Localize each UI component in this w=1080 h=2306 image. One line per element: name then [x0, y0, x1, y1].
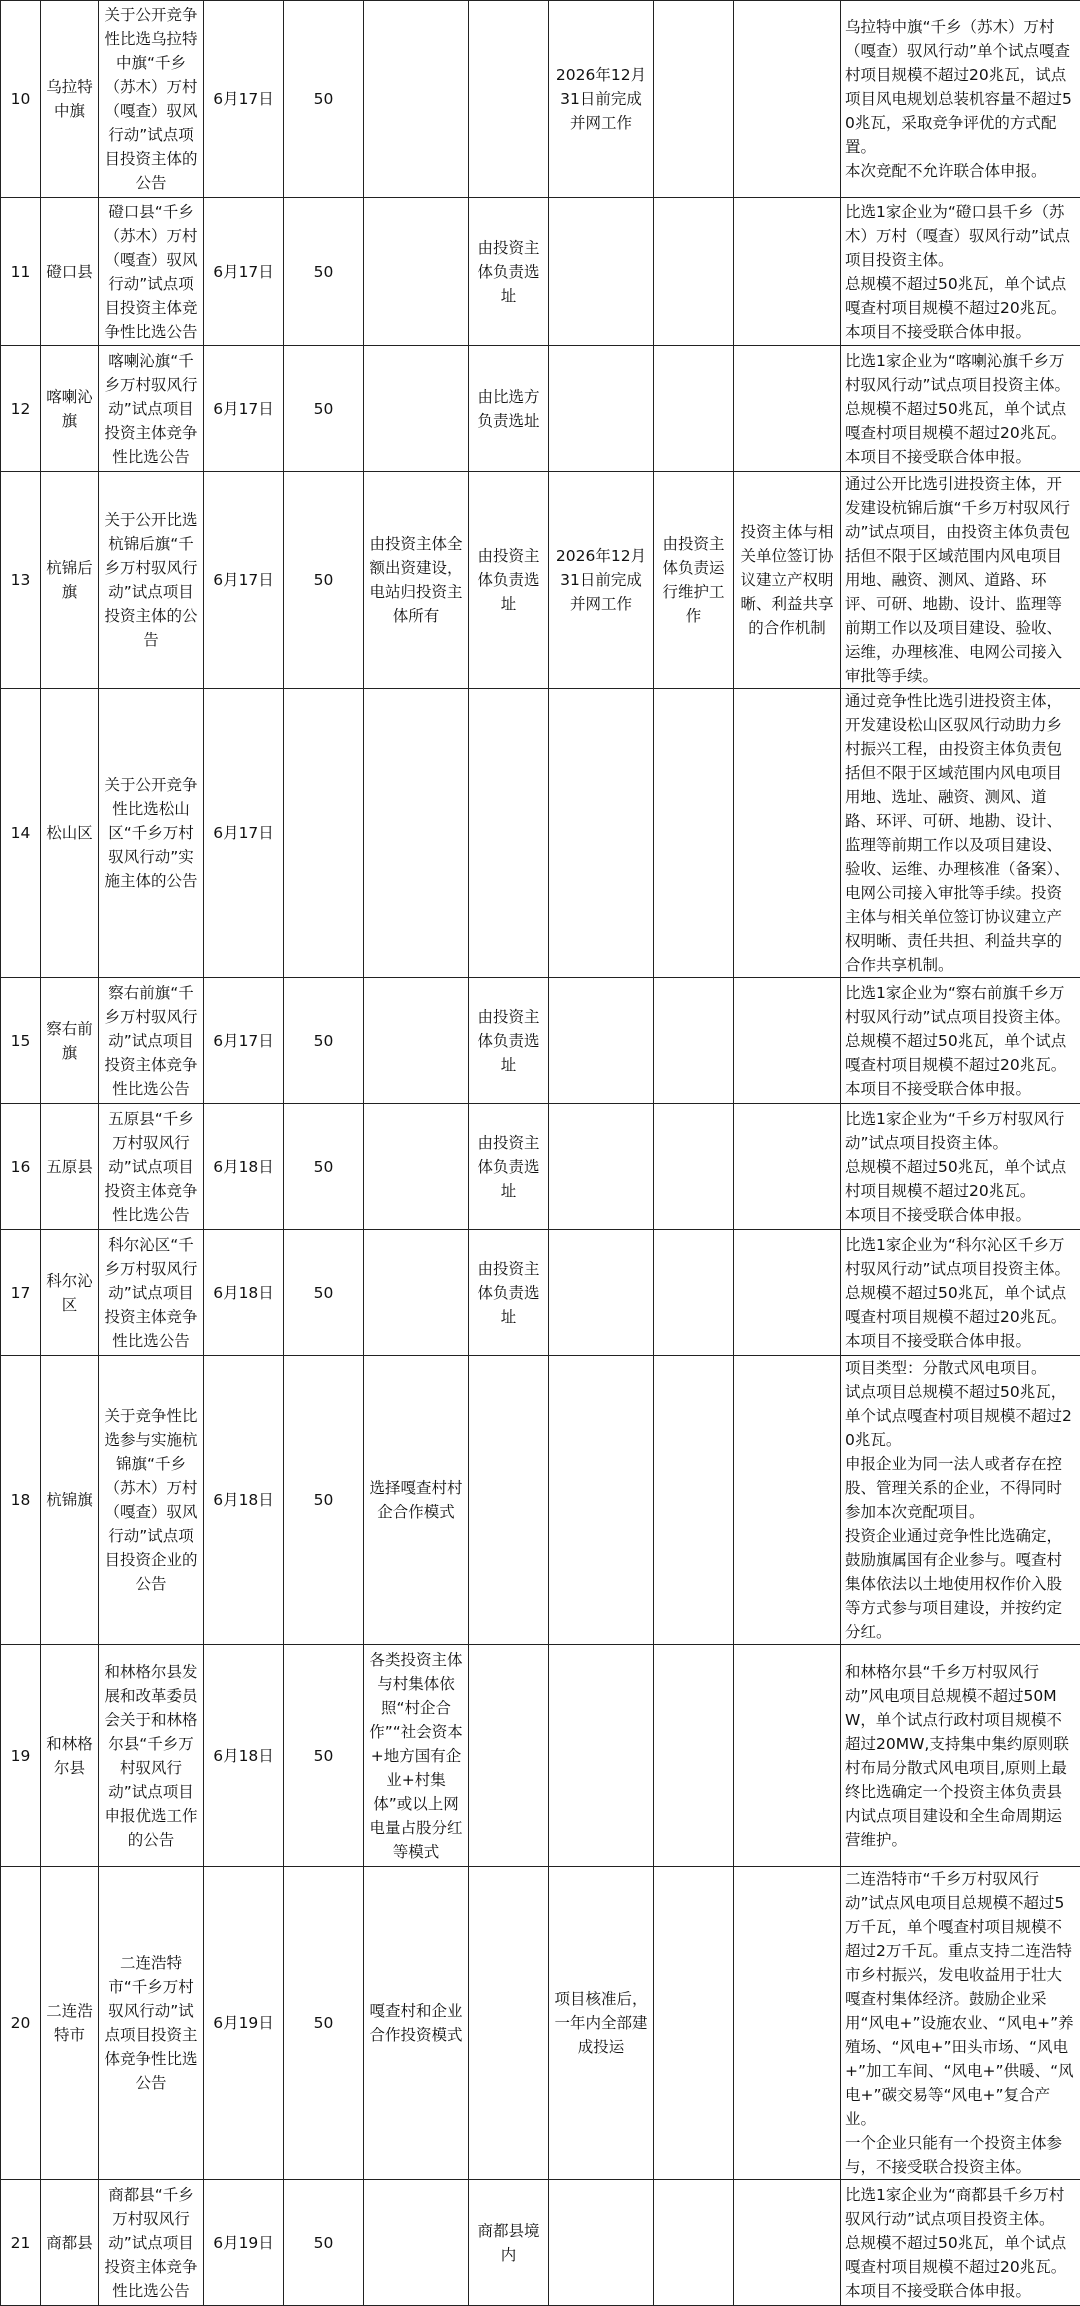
table-body — [1, 1, 1080, 2306]
cooperation-mechanism — [734, 1, 841, 198]
note-line: 投资企业通过竞争性比选确定，鼓励旗属国有企业参与。嘎查村集体依法以土地使用权作价入股等方式参与项目建设，并按约定分红。 — [845, 1524, 1076, 1644]
publish-date: 6月19日 — [204, 2180, 284, 2306]
scale-mw: 50 — [284, 2180, 364, 2306]
region-name: 二连浩特市 — [41, 1867, 99, 2180]
table-row — [1, 978, 1080, 1104]
operation-maintenance — [654, 2180, 734, 2306]
region-name: 松山区 — [41, 689, 99, 978]
site-selection — [469, 1867, 549, 2180]
note-line: 总规模不超过50兆瓦，单个试点嘎查村项目规模不超过20兆瓦。 — [845, 2231, 1076, 2279]
region-name: 磴口县 — [41, 198, 99, 346]
publish-date: 6月18日 — [204, 1230, 284, 1356]
row-number: 20 — [1, 1867, 41, 2180]
operation-maintenance — [654, 1645, 734, 1867]
investment-model — [364, 689, 469, 978]
announcement-title: 察右前旗“千乡万村驭风行动”试点项目投资主体竞争性比选公告 — [99, 978, 204, 1104]
project-notes — [841, 2180, 1080, 2306]
site-selection — [469, 689, 549, 978]
site-selection: 由比选方负责选址 — [469, 346, 549, 472]
operation-maintenance — [654, 1867, 734, 2180]
scale-mw: 50 — [284, 198, 364, 346]
row-number: 14 — [1, 689, 41, 978]
announcement-title: 喀喇沁旗“千乡万村驭风行动”试点项目投资主体竞争性比选公告 — [99, 346, 204, 472]
row-number: 13 — [1, 472, 41, 689]
note-line: 本项目不接受联合体申报。 — [845, 1077, 1076, 1101]
cooperation-mechanism — [734, 198, 841, 346]
region-name: 杭锦后旗 — [41, 472, 99, 689]
project-notes — [841, 198, 1080, 346]
announcement-title: 和林格尔县发展和改革委员会关于和林格尔县“千乡万村驭风行动”试点项目申报优选工作的公告 — [99, 1645, 204, 1867]
project-notes — [841, 1230, 1080, 1356]
note-line: 通过竞争性比选引进投资主体，开发建设松山区驭风行动助力乡村振兴工程，由投资主体负责包括但不限于区域范围内风电项目用地、选址、融资、测风、道路、环评、可研、地勘、设计、监理等前期工作以及项目建设、验收、运维、办理核准（备案）、电网公司接入审批等手续。投资主体与相关单位签订协议建立产权明晰、责任共担、利益共享的合作共享机制。 — [845, 689, 1076, 977]
region-name: 杭锦旗 — [41, 1356, 99, 1645]
note-line: 通过公开比选引进投资主体，开发建设杭锦后旗“千乡万村驭风行动”试点项目，由投资主体负责包括但不限于区域范围内风电项目用地、融资、测风、道路、环评、可研、地勘、设计、监理等前期工作以及项目建设、验收、运维，办理核准、电网公司接入审批等手续。 — [845, 472, 1076, 688]
note-line: 总规模不超过50兆瓦，单个试点嘎查村项目规模不超过20兆瓦。 — [845, 272, 1076, 320]
note-line: 一个企业只能有一个投资主体参与，不接受联合投资主体。 — [845, 2131, 1076, 2179]
grid-deadline — [549, 1356, 654, 1645]
note-line: 比选1家企业为“科尔沁区千乡万村驭风行动”试点项目投资主体。 — [845, 1233, 1076, 1281]
note-line: 比选1家企业为“磴口县千乡（苏木）万村（嘎查）驭风行动”试点项目投资主体。 — [845, 200, 1076, 272]
operation-maintenance: 由投资主体负责运行维护工作 — [654, 472, 734, 689]
announcement-title: 五原县“千乡万村驭风行动”试点项目投资主体竞争性比选公告 — [99, 1104, 204, 1230]
publish-date: 6月19日 — [204, 1867, 284, 2180]
cooperation-mechanism — [734, 1104, 841, 1230]
note-line: 总规模不超过50兆瓦，单个试点嘎查村项目规模不超过20兆瓦。 — [845, 1281, 1076, 1329]
project-notes — [841, 1867, 1080, 2180]
scale-mw: 50 — [284, 978, 364, 1104]
grid-deadline — [549, 346, 654, 472]
project-notes — [841, 472, 1080, 689]
operation-maintenance — [654, 1, 734, 198]
table-row — [1, 1104, 1080, 1230]
investment-model — [364, 1230, 469, 1356]
project-notes — [841, 346, 1080, 472]
publish-date: 6月17日 — [204, 198, 284, 346]
grid-deadline — [549, 1230, 654, 1356]
note-line: 比选1家企业为“千乡万村驭风行动”试点项目投资主体。 — [845, 1107, 1076, 1155]
site-selection: 由投资主体负责选址 — [469, 472, 549, 689]
project-notes — [841, 1356, 1080, 1645]
investment-model: 各类投资主体与村集体依照“村企合作”“社会资本+地方国有企业+村集体”或以上网电量占股分红等模式 — [364, 1645, 469, 1867]
publish-date: 6月17日 — [204, 1, 284, 198]
publish-date: 6月18日 — [204, 1104, 284, 1230]
note-line: 申报企业为同一法人或者存在控股、管理关系的企业，不得同时参加本次竞配项目。 — [845, 1452, 1076, 1524]
table-row — [1, 1867, 1080, 2180]
scale-mw: 50 — [284, 1, 364, 198]
note-line: 试点项目总规模不超过50兆瓦，单个试点嘎查村项目规模不超过20兆瓦。 — [845, 1380, 1076, 1452]
region-name: 科尔沁区 — [41, 1230, 99, 1356]
row-number: 11 — [1, 198, 41, 346]
operation-maintenance — [654, 198, 734, 346]
scale-mw — [284, 689, 364, 978]
announcement-title: 关于公开比选杭锦后旗“千乡万村驭风行动”试点项目投资主体的公告 — [99, 472, 204, 689]
note-line: 本次竞配不允许联合体申报。 — [845, 159, 1076, 183]
site-selection — [469, 1, 549, 198]
cooperation-mechanism — [734, 1356, 841, 1645]
announcement-title: 磴口县“千乡（苏木）万村（嘎查）驭风行动”试点项目投资主体竞争性比选公告 — [99, 198, 204, 346]
grid-deadline — [549, 198, 654, 346]
grid-deadline: 2026年12月31日前完成并网工作 — [549, 472, 654, 689]
announcement-title: 二连浩特市“千乡万村驭风行动”试点项目投资主体竞争性比选公告 — [99, 1867, 204, 2180]
grid-deadline: 2026年12月31日前完成并网工作 — [549, 1, 654, 198]
note-line: 本项目不接受联合体申报。 — [845, 1203, 1076, 1227]
row-number: 15 — [1, 978, 41, 1104]
table-row — [1, 1230, 1080, 1356]
grid-deadline: 项目核准后，一年内全部建成投运 — [549, 1867, 654, 2180]
note-line: 本项目不接受联合体申报。 — [845, 445, 1076, 469]
site-selection: 由投资主体负责选址 — [469, 978, 549, 1104]
note-line: 乌拉特中旗“千乡（苏木）万村（嘎查）驭风行动”单个试点嘎查村项目规模不超过20兆瓦，试点项目风电规划总装机容量不超过50兆瓦，采取竞争评优的方式配置。 — [845, 15, 1076, 159]
table-row — [1, 346, 1080, 472]
cooperation-mechanism: 投资主体与相关单位签订协议建立产权明晰、利益共享的合作机制 — [734, 472, 841, 689]
publish-date: 6月17日 — [204, 346, 284, 472]
note-line: 和林格尔县“千乡万村驭风行动”风电项目总规模不超过50MW，单个试点行政村项目规模不超过20MW,支持集中集约原则联村布局分散式风电项目,原则上最终比选确定一个投资主体负责县内试点项目建设和全生命周期运营维护。 — [845, 1660, 1076, 1852]
cooperation-mechanism — [734, 1867, 841, 2180]
cooperation-mechanism — [734, 1645, 841, 1867]
site-selection — [469, 1356, 549, 1645]
row-number: 10 — [1, 1, 41, 198]
region-name: 喀喇沁旗 — [41, 346, 99, 472]
grid-deadline — [549, 978, 654, 1104]
region-name: 五原县 — [41, 1104, 99, 1230]
publish-date: 6月18日 — [204, 1356, 284, 1645]
investment-model — [364, 1104, 469, 1230]
announcement-title: 关于竞争性比选参与实施杭锦旗“千乡（苏木）万村（嘎查）驭风行动”试点项目投资企业的公告 — [99, 1356, 204, 1645]
announcement-title: 科尔沁区“千乡万村驭风行动”试点项目投资主体竞争性比选公告 — [99, 1230, 204, 1356]
scale-mw: 50 — [284, 1104, 364, 1230]
scale-mw: 50 — [284, 1230, 364, 1356]
cooperation-mechanism — [734, 689, 841, 978]
note-line: 总规模不超过50兆瓦，单个试点嘎查村项目规模不超过20兆瓦。 — [845, 397, 1076, 445]
region-name: 商都县 — [41, 2180, 99, 2306]
scale-mw: 50 — [284, 1356, 364, 1645]
operation-maintenance — [654, 689, 734, 978]
operation-maintenance — [654, 978, 734, 1104]
publish-date: 6月18日 — [204, 1645, 284, 1867]
table-row — [1, 1356, 1080, 1645]
announcement-title: 商都县“千乡万村驭风行动”试点项目投资主体竞争性比选公告 — [99, 2180, 204, 2306]
investment-model: 嘎查村和企业合作投资模式 — [364, 1867, 469, 2180]
note-line: 比选1家企业为“商都县千乡万村驭风行动”试点项目投资主体。 — [845, 2183, 1076, 2231]
operation-maintenance — [654, 1230, 734, 1356]
investment-model: 由投资主体全额出资建设，电站归投资主体所有 — [364, 472, 469, 689]
scale-mw: 50 — [284, 346, 364, 472]
note-line: 本项目不接受联合体申报。 — [845, 2279, 1076, 2303]
project-notes — [841, 1645, 1080, 1867]
grid-deadline — [549, 1104, 654, 1230]
grid-deadline — [549, 689, 654, 978]
scale-mw: 50 — [284, 1867, 364, 2180]
table-row — [1, 1, 1080, 198]
scale-mw: 50 — [284, 472, 364, 689]
investment-model — [364, 346, 469, 472]
table-row — [1, 1645, 1080, 1867]
grid-deadline — [549, 2180, 654, 2306]
note-line: 项目类型：分散式风电项目。 — [845, 1356, 1076, 1380]
note-line: 总规模不超过50兆瓦，单个试点嘎查村项目规模不超过20兆瓦。 — [845, 1029, 1076, 1077]
row-number: 21 — [1, 2180, 41, 2306]
investment-model — [364, 2180, 469, 2306]
table-row — [1, 689, 1080, 978]
site-selection: 商都县境内 — [469, 2180, 549, 2306]
investment-model — [364, 1, 469, 198]
announcement-title: 关于公开竞争性比选乌拉特中旗“千乡（苏木）万村（嘎查）驭风行动”试点项目投资主体的公告 — [99, 1, 204, 198]
site-selection: 由投资主体负责选址 — [469, 198, 549, 346]
table-row — [1, 198, 1080, 346]
publish-date: 6月17日 — [204, 472, 284, 689]
project-notes — [841, 1, 1080, 198]
investment-model — [364, 978, 469, 1104]
scale-mw: 50 — [284, 1645, 364, 1867]
note-line: 本项目不接受联合体申报。 — [845, 1329, 1076, 1353]
project-notes — [841, 978, 1080, 1104]
note-line: 二连浩特市“千乡万村驭风行动”试点风电项目总规模不超过5万千瓦，单个嘎查村项目规模不超过2万千瓦。重点支持二连浩特市乡村振兴，发电收益用于壮大嘎查村集体经济。鼓励企业采用“风电+”设施农业、“风电+”养殖场、“风电+”田头市场、“风电+”加工车间、“风电+”供暖、“风电+”碳交易等“风电+”复合产业。 — [845, 1867, 1076, 2131]
table-row — [1, 2180, 1080, 2306]
operation-maintenance — [654, 1104, 734, 1230]
investment-model — [364, 198, 469, 346]
operation-maintenance — [654, 346, 734, 472]
announcement-title: 关于公开竞争性比选松山区“千乡万村驭风行动”实施主体的公告 — [99, 689, 204, 978]
region-name: 察右前旗 — [41, 978, 99, 1104]
row-number: 18 — [1, 1356, 41, 1645]
cooperation-mechanism — [734, 1230, 841, 1356]
row-number: 17 — [1, 1230, 41, 1356]
cooperation-mechanism — [734, 978, 841, 1104]
cooperation-mechanism — [734, 2180, 841, 2306]
note-line: 本项目不接受联合体申报。 — [845, 320, 1076, 344]
table-row — [1, 472, 1080, 689]
grid-deadline — [549, 1645, 654, 1867]
row-number: 16 — [1, 1104, 41, 1230]
site-selection — [469, 1645, 549, 1867]
publish-date: 6月17日 — [204, 978, 284, 1104]
project-notes — [841, 1104, 1080, 1230]
region-name: 和林格尔县 — [41, 1645, 99, 1867]
note-line: 总规模不超过50兆瓦，单个试点村项目规模不超过20兆瓦。 — [845, 1155, 1076, 1203]
row-number: 19 — [1, 1645, 41, 1867]
operation-maintenance — [654, 1356, 734, 1645]
region-name: 乌拉特中旗 — [41, 1, 99, 198]
row-number: 12 — [1, 346, 41, 472]
publish-date: 6月17日 — [204, 689, 284, 978]
project-notes — [841, 689, 1080, 978]
site-selection: 由投资主体负责选址 — [469, 1104, 549, 1230]
note-line: 比选1家企业为“察右前旗千乡万村驭风行动”试点项目投资主体。 — [845, 981, 1076, 1029]
site-selection: 由投资主体负责选址 — [469, 1230, 549, 1356]
investment-model: 选择嘎查村村企合作模式 — [364, 1356, 469, 1645]
cooperation-mechanism — [734, 346, 841, 472]
note-line: 比选1家企业为“喀喇沁旗千乡万村驭风行动”试点项目投资主体。 — [845, 349, 1076, 397]
